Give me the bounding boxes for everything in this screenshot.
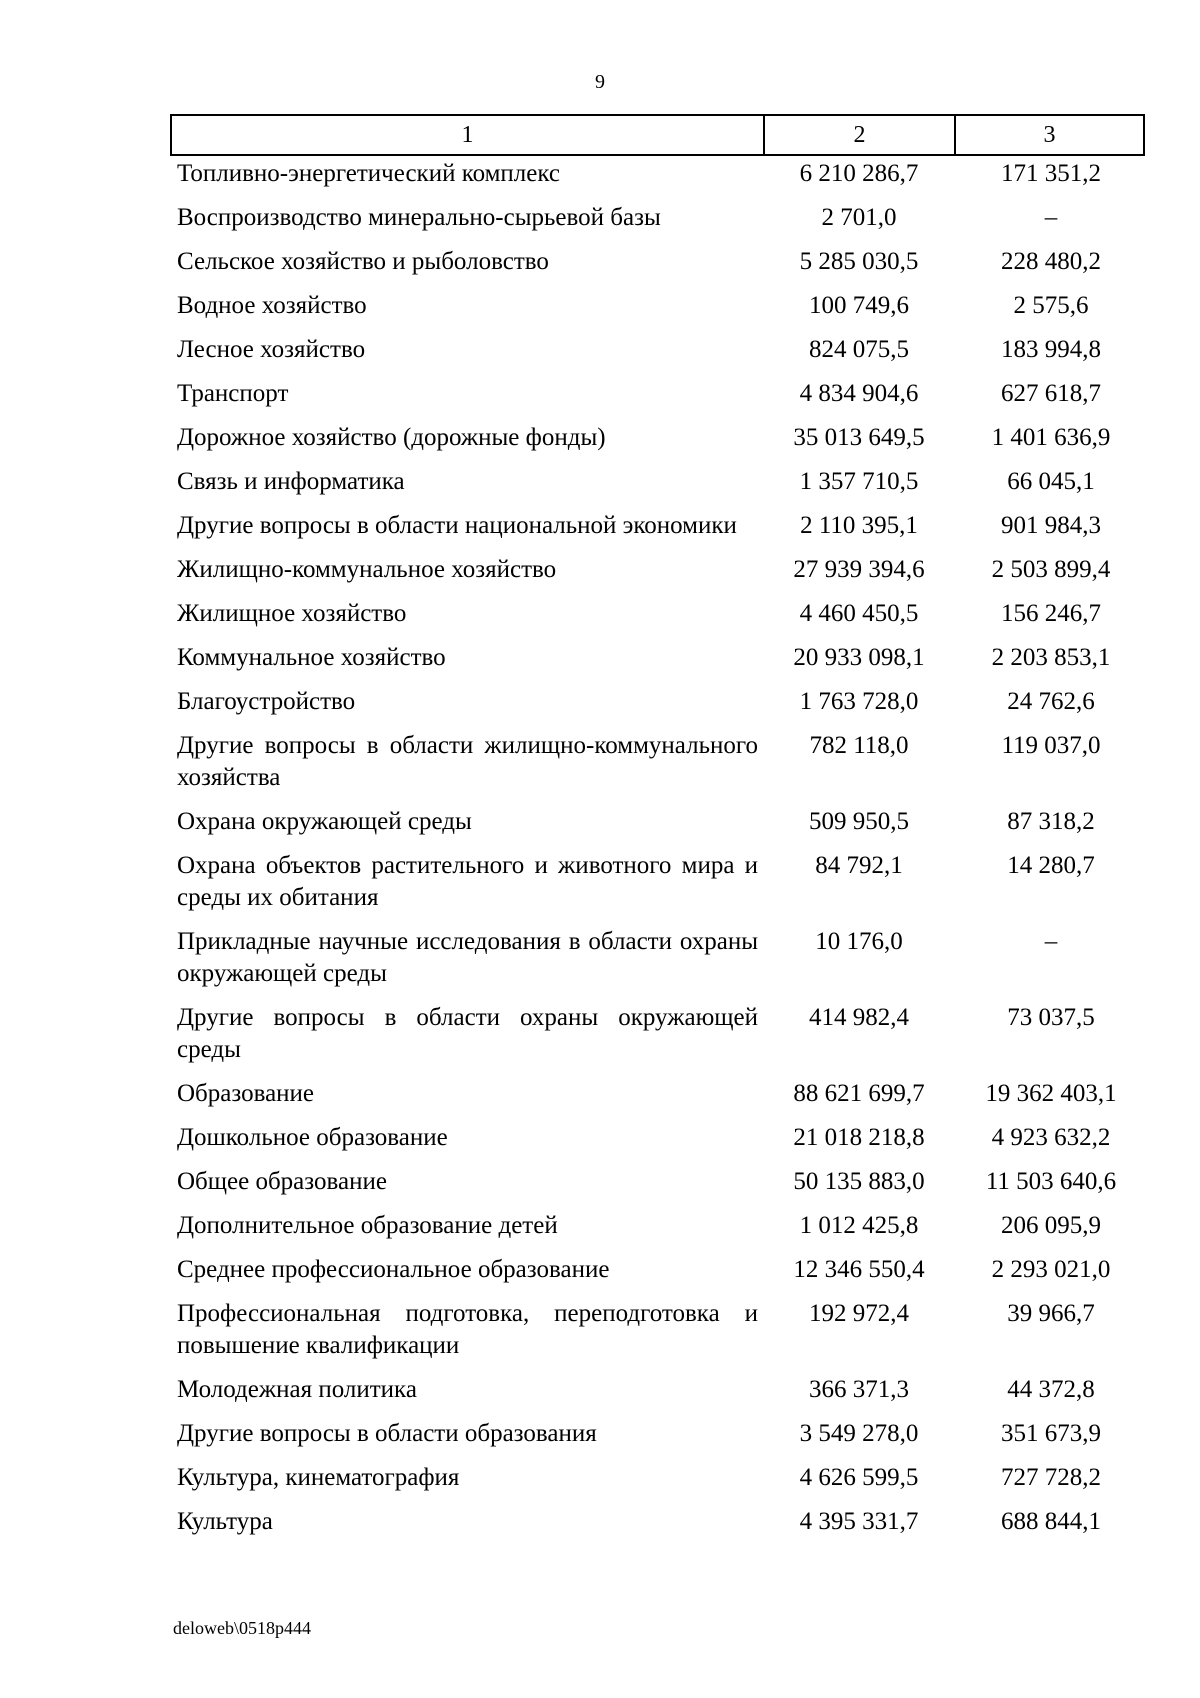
row-label: Лесное хозяйство <box>177 336 366 363</box>
row-label: Жилищное хозяйство <box>177 600 407 627</box>
row-label: Прикладные научные исследования в области охраны окружающей среды <box>177 928 758 987</box>
row-value-col3: – <box>1044 204 1058 231</box>
row-label: Профессиональная подготовка, переподготовка и повышение квалификации <box>177 1300 758 1359</box>
table-row <box>170 202 1145 246</box>
table-row <box>170 1374 1145 1418</box>
row-value-col3: 2 575,6 <box>1013 292 1089 319</box>
row-value-col3: 11 503 640,6 <box>985 1168 1117 1195</box>
row-value-col2: 1 357 710,5 <box>799 468 919 495</box>
row-value-col3: 87 318,2 <box>1007 808 1095 835</box>
row-label: Водное хозяйство <box>177 292 367 319</box>
table-row <box>170 554 1145 598</box>
row-value-col3: 206 095,9 <box>1001 1212 1101 1239</box>
table-row <box>170 1078 1145 1122</box>
row-label: Дошкольное образование <box>177 1124 448 1151</box>
row-value-col2: 4 834 904,6 <box>799 380 919 407</box>
row-label: Культура, кинематография <box>177 1464 460 1491</box>
row-value-col2: 824 075,5 <box>809 336 909 363</box>
row-value-col3: 901 984,3 <box>1001 512 1101 539</box>
table-body <box>170 158 1145 1550</box>
row-value-col3: 171 351,2 <box>1001 160 1101 187</box>
row-label: Воспроизводство минерально-сырьевой базы <box>177 204 661 231</box>
table-row <box>170 1002 1145 1078</box>
table-row <box>170 246 1145 290</box>
row-value-col2: 5 285 030,5 <box>799 248 919 275</box>
table-row <box>170 806 1145 850</box>
row-value-col2: 100 749,6 <box>809 292 909 319</box>
row-label: Другие вопросы в области национальной экономики <box>177 512 737 539</box>
table-row <box>170 1254 1145 1298</box>
row-value-col3: – <box>1044 928 1058 955</box>
table-row <box>170 926 1145 1002</box>
row-label: Транспорт <box>177 380 289 407</box>
row-value-col2: 21 018 218,8 <box>793 1124 925 1151</box>
row-label: Связь и информатика <box>177 468 405 495</box>
row-value-col3: 73 037,5 <box>1007 1004 1095 1031</box>
table-row <box>170 1210 1145 1254</box>
row-value-col3: 4 923 632,2 <box>991 1124 1111 1151</box>
row-value-col2: 88 621 699,7 <box>793 1080 925 1107</box>
row-value-col2: 4 395 331,7 <box>799 1508 919 1535</box>
row-value-col3: 24 762,6 <box>1007 688 1095 715</box>
row-label: Образование <box>177 1080 315 1107</box>
table-row <box>170 158 1145 202</box>
row-value-col3: 44 372,8 <box>1007 1376 1095 1403</box>
row-value-col2: 20 933 098,1 <box>793 644 925 671</box>
table-row <box>170 466 1145 510</box>
row-value-col2: 50 135 883,0 <box>793 1168 925 1195</box>
row-label: Другие вопросы в области жилищно-коммунального хозяйства <box>177 732 758 791</box>
row-label: Охрана окружающей среды <box>177 808 472 835</box>
column-header-3: 3 <box>954 116 1143 154</box>
table-row <box>170 1418 1145 1462</box>
row-label: Другие вопросы в области образования <box>177 1420 597 1447</box>
row-label: Сельское хозяйство и рыболовство <box>177 248 549 275</box>
row-value-col3: 2 203 853,1 <box>991 644 1111 671</box>
row-value-col3: 2 293 021,0 <box>991 1256 1111 1283</box>
row-label: Топливно-энергетический комплекс <box>177 160 560 187</box>
row-label: Культура <box>177 1508 273 1535</box>
row-label: Молодежная политика <box>177 1376 417 1403</box>
table-row <box>170 850 1145 926</box>
row-label: Среднее профессиональное образование <box>177 1256 610 1283</box>
table-row <box>170 1166 1145 1210</box>
table-header-row <box>170 114 1145 156</box>
table-row <box>170 642 1145 686</box>
column-header-1: 1 <box>461 122 474 148</box>
row-value-col2: 27 939 394,6 <box>793 556 925 583</box>
table-row <box>170 510 1145 554</box>
row-label: Дополнительное образование детей <box>177 1212 558 1239</box>
row-value-col3: 19 362 403,1 <box>985 1080 1117 1107</box>
row-value-col3: 2 503 899,4 <box>991 556 1111 583</box>
row-value-col2: 6 210 286,7 <box>799 160 919 187</box>
row-value-col2: 1 012 425,8 <box>799 1212 919 1239</box>
table-row <box>170 730 1145 806</box>
row-value-col3: 228 480,2 <box>1001 248 1101 275</box>
table-row <box>170 598 1145 642</box>
table-row <box>170 686 1145 730</box>
column-header-2: 2 <box>763 116 954 154</box>
row-value-col3: 156 246,7 <box>1001 600 1101 627</box>
row-value-col2: 414 982,4 <box>809 1004 909 1031</box>
row-value-col2: 782 118,0 <box>809 732 909 759</box>
row-label: Жилищно-коммунальное хозяйство <box>177 556 557 583</box>
row-value-col2: 2 110 395,1 <box>800 512 918 539</box>
row-value-col3: 14 280,7 <box>1007 852 1095 879</box>
table-row <box>170 1122 1145 1166</box>
row-value-col3: 66 045,1 <box>1007 468 1095 495</box>
row-label: Дорожное хозяйство (дорожные фонды) <box>177 424 606 451</box>
table-row <box>170 290 1145 334</box>
row-value-col3: 119 037,0 <box>1001 732 1101 759</box>
table-row <box>170 1298 1145 1374</box>
row-value-col2: 4 460 450,5 <box>799 600 919 627</box>
budget-table <box>170 114 1145 1550</box>
row-value-col3: 39 966,7 <box>1007 1300 1095 1327</box>
table-row <box>170 422 1145 466</box>
row-label: Коммунальное хозяйство <box>177 644 446 671</box>
table-row <box>170 1506 1145 1550</box>
row-label: Охрана объектов растительного и животного мира и среды их обитания <box>177 852 758 911</box>
row-value-col2: 2 701,0 <box>821 204 897 231</box>
row-value-col2: 3 549 278,0 <box>799 1420 919 1447</box>
row-value-col2: 366 371,3 <box>809 1376 909 1403</box>
document-code: deloweb\0518p444 <box>173 1618 311 1638</box>
row-value-col2: 1 763 728,0 <box>799 688 919 715</box>
row-value-col3: 688 844,1 <box>1001 1508 1101 1535</box>
table-row <box>170 378 1145 422</box>
table-row <box>170 1462 1145 1506</box>
row-label: Другие вопросы в области охраны окружающей среды <box>177 1004 758 1063</box>
row-value-col3: 351 673,9 <box>1001 1420 1101 1447</box>
row-value-col2: 84 792,1 <box>815 852 903 879</box>
row-label: Общее образование <box>177 1168 387 1195</box>
row-value-col3: 1 401 636,9 <box>991 424 1111 451</box>
row-value-col2: 10 176,0 <box>815 928 903 955</box>
page-number: 9 <box>595 71 605 93</box>
row-value-col3: 183 994,8 <box>1001 336 1101 363</box>
table-row <box>170 334 1145 378</box>
row-value-col2: 509 950,5 <box>809 808 909 835</box>
row-label: Благоустройство <box>177 688 356 715</box>
row-value-col3: 727 728,2 <box>1001 1464 1101 1491</box>
row-value-col2: 35 013 649,5 <box>793 424 925 451</box>
row-value-col3: 627 618,7 <box>1001 380 1101 407</box>
row-value-col2: 192 972,4 <box>809 1300 909 1327</box>
row-value-col2: 4 626 599,5 <box>799 1464 919 1491</box>
row-value-col2: 12 346 550,4 <box>793 1256 925 1283</box>
